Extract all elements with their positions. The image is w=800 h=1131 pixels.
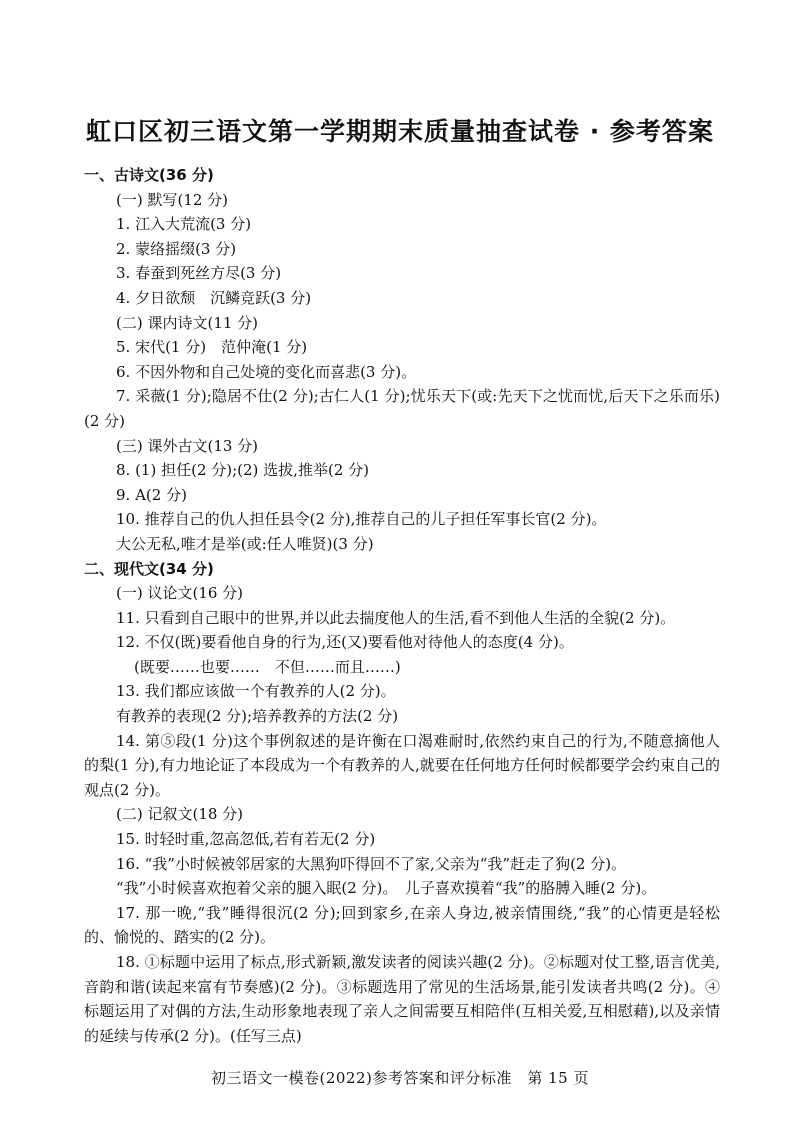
answer-item: 15. 时轻时重,忽高忽低,若有若无(2 分) xyxy=(116,830,376,849)
answer-item: 5. 宋代(1 分) 范仲淹(1 分) xyxy=(116,338,308,357)
answer-item: 2. 蒙络摇缀(3 分) xyxy=(116,239,237,258)
answer-item: 17. 那一晚,“我”睡得很沉(2 分);回到家乡,在亲人身边,被亲情围绕,“我”的心情更是轻松的、愉悦的、踏实的(2 分)。 xyxy=(84,903,720,947)
subsection-heading: (一) 议论文(16 分) xyxy=(116,584,244,603)
answer-item: 10. 推荐自己的仇人担任县令(2 分),推荐自己的儿子担任军事长官(2 分)。 xyxy=(116,510,607,529)
answer-item: 3. 春蚕到死丝方尽(3 分) xyxy=(116,264,282,283)
subsection-heading: (二) 课内诗文(11 分) xyxy=(116,313,259,332)
answer-item: 大公无私,唯才是举(或:任人唯贤)(3 分) xyxy=(116,534,374,553)
answer-item: 18. ①标题中运用了标点,形式新颖,激发读者的阅读兴趣(2 分)。②标题对仗工整,语言优美,音韵和谐(读起来富有节奏感)(2 分)。③标题选用了常见的生活场景,能引发读者共鸣(2 分)。④标题运用了对偶的方法,生动形象地表现了亲人之间需要互相陪伴(互相关爱,互相慰藉),以及亲情的延续与传承(2 分)。(任写三点) xyxy=(84,953,720,1045)
section-heading: 二、现代文(34 分) xyxy=(84,559,214,578)
answer-item: 13. 我们都应该做一个有教养的人(2 分)。 xyxy=(116,682,396,701)
answer-item: 16. “我”小时候被邻居家的大黑狗吓得回不了家,父亲为“我”赶走了狗(2 分)。 xyxy=(116,854,627,873)
subsection-heading: (一) 默写(12 分) xyxy=(116,190,229,209)
answer-item: 7. 采薇(1 分);隐居不仕(2 分);古仁人(1 分);忧乐天下(或:先天下之忧而忧,后天下之乐而乐)(2 分) xyxy=(84,387,720,430)
answer-note: (既要……也要…… 不但……而且……) xyxy=(134,657,401,676)
answer-item: 11. 只看到自己眼中的世界,并以此去揣度他人的生活,看不到他人生活的全貌(2 分)。 xyxy=(116,608,676,627)
subsection-heading: (三) 课外古文(13 分) xyxy=(116,436,259,455)
answer-item: 9. A(2 分) xyxy=(116,485,187,504)
subsection-heading: (二) 记叙文(18 分) xyxy=(116,805,244,824)
answer-item: 14. 第⑤段(1 分)这个事例叙述的是许衡在口渴难耐时,依然约束自己的行为,不随意摘他人的梨(1 分),有力地论证了本段成为一个有教养的人,就要在任何地方任何时候都要学会约束自己的观点(2 分)。 xyxy=(84,731,720,799)
answer-item: 12. 不仅(既)要看他自身的行为,还(又)要看他对待他人的态度(4 分)。 xyxy=(116,633,574,652)
answer-item: 1. 江入大荒流(3 分) xyxy=(116,215,252,234)
page-title: 虹口区初三语文第一学期期末质量抽查试卷 · 参考答案 xyxy=(86,117,714,146)
answer-item: 有教养的表现(2 分);培养教养的方法(2 分) xyxy=(116,707,399,726)
answer-item: 4. 夕日欲颓 沉鳞竞跃(3 分) xyxy=(116,288,312,307)
section-heading: 一、古诗文(36 分) xyxy=(84,166,214,184)
answer-body xyxy=(84,163,720,1048)
answer-item: “我”小时候喜欢抱着父亲的腿入眠(2 分)。 儿子喜欢摸着“我”的胳膊入睡(2 分)。 xyxy=(116,879,657,898)
page-footer: 初三语文一模卷(2022)参考答案和评分标准 第 15 页 xyxy=(210,1069,589,1087)
answer-item: 6. 不因外物和自己处境的变化而喜悲(3 分)。 xyxy=(116,362,417,381)
answer-item: 8. (1) 担任(2 分);(2) 选拔,推举(2 分) xyxy=(116,461,369,480)
